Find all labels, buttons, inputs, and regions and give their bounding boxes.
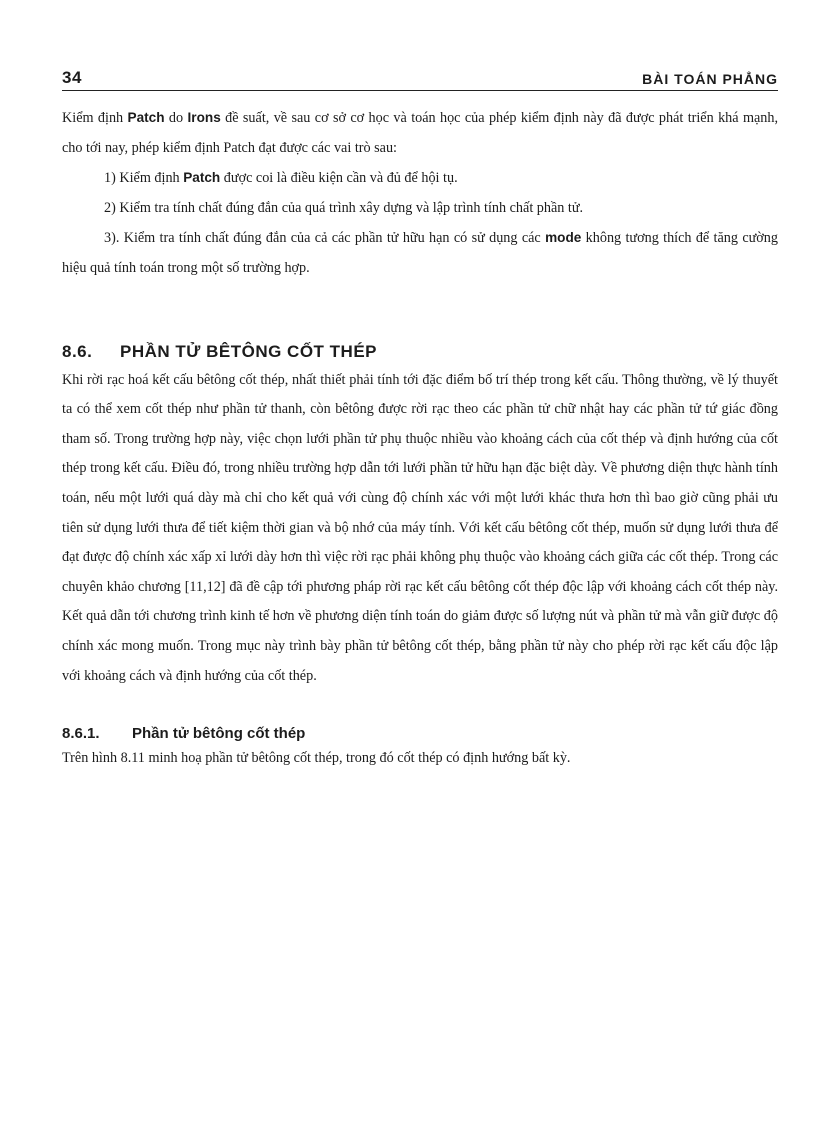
section-heading xyxy=(62,342,778,362)
subsection-number: 8.6.1. xyxy=(62,725,100,743)
page-header xyxy=(62,64,778,91)
section-title: PHẦN TỬ BÊTÔNG CỐT THÉP xyxy=(120,341,377,361)
term-mode: mode xyxy=(545,230,582,246)
term-patch: Patch xyxy=(183,170,221,186)
list-item-1: 1) Kiểm định Patch được coi là điều kiện cần và đủ để hội tụ. xyxy=(104,170,458,187)
page-number: 34 xyxy=(62,68,82,87)
intro-paragraph: Kiểm định Patch do Irons đề suất, về sau cơ sở cơ học và toán học của phép kiểm định này đã được phát triển khá mạnh, cho tới nay, phép kiểm định Patch đạt được các vai trò sau: xyxy=(62,110,779,156)
section-paragraph: Khi rời rạc hoá kết cấu bêtông cốt thép, nhất thiết phải tính tới đặc điểm bố trí thép trong kết cấu. Thông thường, về lý thuyết ta có thể xem cốt thép như phần tử thanh, còn bêtông được rời rạc theo các phần tử chữ nhật hay các phần tử tứ giác đồng tham số. Trong trường hợp này, việc chọn lưới phần tử phụ thuộc nhiều vào khoảng cách của cốt thép và định hướng của cốt thép trong kết cấu. Điều đó, trong nhiều trường hợp dẫn tới lưới phần tử hữu hạn đặc biệt dày. Về phương diện thực hành tính toán, nếu một lưới quá dày mà chỉ cho kết quả với cùng độ chính xác với một lưới khác thưa hơn thì bao giờ cũng phải ưu tiên sử dụng lưới thưa để tiết kiệm thời gian và bộ nhớ của máy tính. Với kết cấu bêtông cốt thép, muốn sử dụng lưới thưa để đạt được độ chính xác xấp xỉ lưới dày hơn thì việc rời rạc phải không phụ thuộc vào khoảng cách giữa các cốt thép. Trong các chuyên khảo chương [11,12] đã đề cập tới phương pháp rời rạc kết cấu bêtông cốt thép độc lập với khoảng cách cốt thép này. Kết quả dẫn tới chương trình kinh tế hơn về phương diện tính toán do giảm được số lượng nút và phần tử mà vẫn giữ được độ chính xác mong muốn. Trong mục này trình bày phần tử bêtông cốt thép, bằng phần tử này cho phép rời rạc kết cấu độc lập với khoảng cách và định hướng của cốt thép. xyxy=(62,371,778,684)
subsection-paragraph: Trên hình 8.11 minh hoạ phần tử bêtông cốt thép, trong đó cốt thép có định hướng bất kỳ. xyxy=(62,750,571,767)
section-number: 8.6. xyxy=(62,341,93,361)
list-item-2: 2) Kiểm tra tính chất đúng đắn của quá trình xây dựng và lập trình tính chất phần tử. xyxy=(104,199,584,216)
subsection-title: Phần tử bêtông cốt thép xyxy=(132,725,306,743)
term-irons: Irons xyxy=(187,110,221,125)
term-patch: Patch xyxy=(127,110,165,125)
document-page xyxy=(62,64,778,774)
list-item-3: 3). Kiểm tra tính chất đúng đắn của cả các phần tử hữu hạn có sử dụng các mode không tương thích để tăng cường hiệu quả tính toán trong một số trường hợp. xyxy=(62,230,778,276)
running-title: BÀI TOÁN PHẲNG xyxy=(642,71,778,87)
subsection-heading xyxy=(62,725,778,742)
